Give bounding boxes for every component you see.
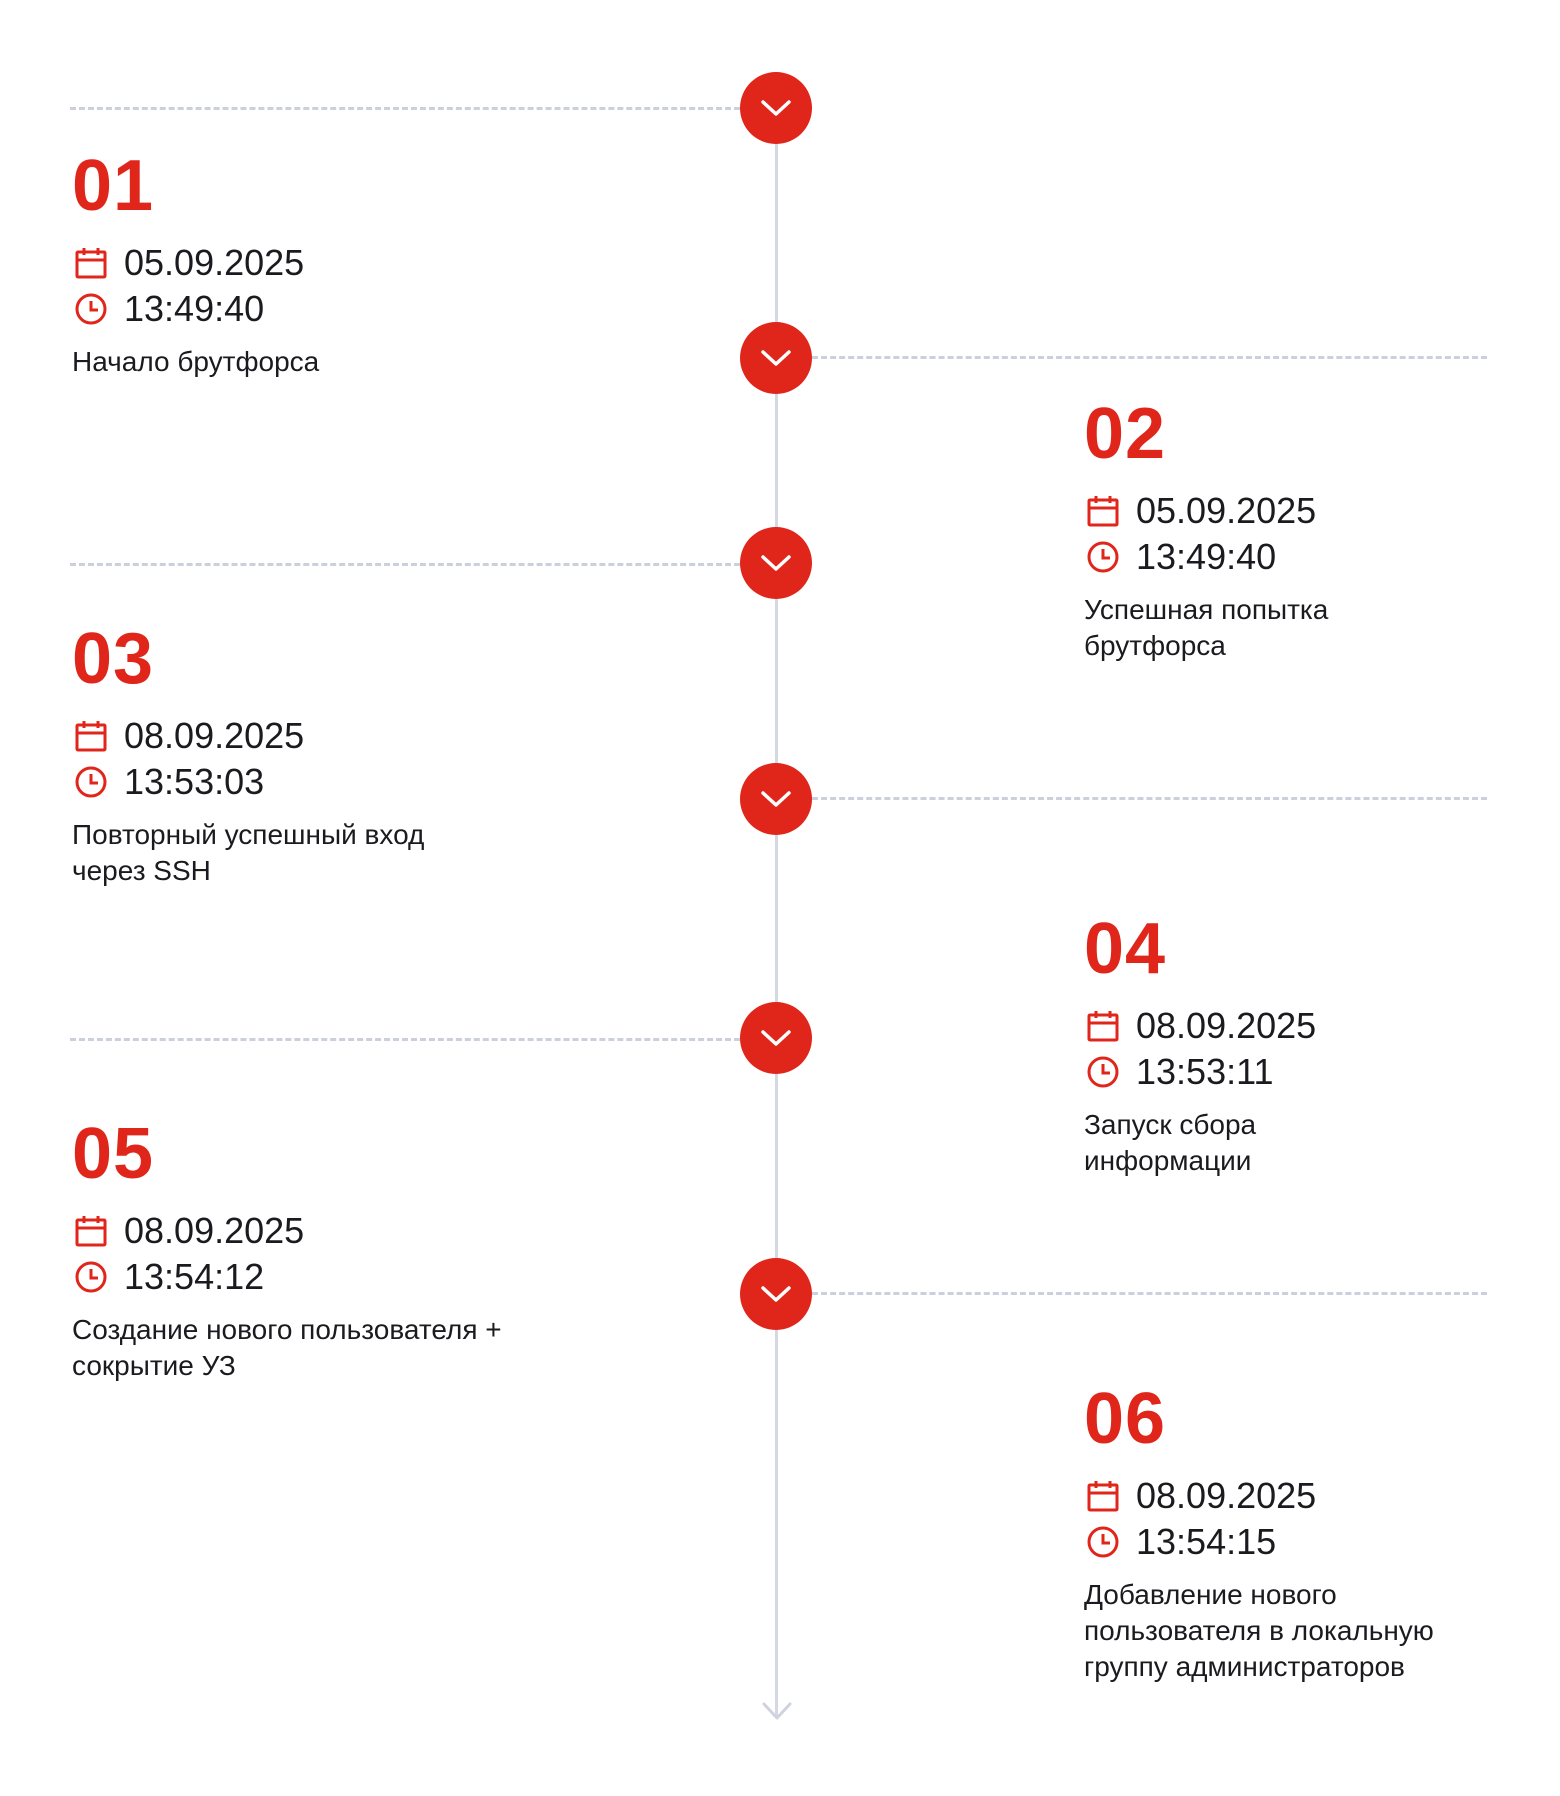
connector-05	[70, 1038, 740, 1041]
event-03	[72, 619, 542, 889]
event-description: Успешная попытка брутфорса	[1084, 594, 1329, 661]
marker-04	[740, 763, 812, 835]
event-number: 04	[1084, 909, 1167, 989]
event-date: 05.09.2025	[1136, 490, 1317, 531]
calendar-icon	[1084, 1477, 1122, 1515]
date-row	[1084, 1473, 1504, 1519]
calendar-icon	[72, 1212, 110, 1250]
event-number: 01	[72, 146, 155, 226]
connector-01	[70, 107, 740, 110]
chevron-down-icon	[759, 789, 793, 809]
chevron-down-icon	[759, 553, 793, 573]
connector-04	[812, 797, 1487, 800]
event-number: 06	[1084, 1379, 1167, 1459]
chevron-down-icon	[759, 1028, 793, 1048]
time-row	[1084, 1519, 1504, 1565]
event-04	[1084, 909, 1484, 1179]
date-row	[1084, 488, 1484, 534]
clock-icon	[72, 290, 110, 328]
clock-icon	[72, 763, 110, 801]
clock-icon	[1084, 538, 1122, 576]
chevron-down-icon	[759, 348, 793, 368]
event-time: 13:53:11	[1136, 1051, 1274, 1092]
event-time: 13:49:40	[124, 288, 265, 329]
event-date: 05.09.2025	[124, 242, 305, 283]
calendar-icon	[72, 717, 110, 755]
clock-icon	[1084, 1523, 1122, 1561]
event-date: 08.09.2025	[124, 715, 305, 756]
chevron-down-icon	[759, 1284, 793, 1304]
event-time: 13:54:15	[1136, 1521, 1277, 1562]
marker-02	[740, 322, 812, 394]
event-date: 08.09.2025	[1136, 1005, 1317, 1046]
event-date: 08.09.2025	[124, 1210, 305, 1251]
event-date: 08.09.2025	[1136, 1475, 1317, 1516]
date-row	[72, 240, 542, 286]
event-time: 13:53:03	[124, 761, 265, 802]
event-description: Начало брутфорса	[72, 346, 320, 377]
event-number: 03	[72, 619, 155, 699]
event-description: Повторный успешный вход через SSH	[72, 819, 425, 886]
connector-02	[812, 356, 1487, 359]
time-row	[72, 759, 542, 805]
date-row	[72, 1208, 542, 1254]
connector-03	[70, 563, 740, 566]
event-description: Создание нового пользователя + сокрытие УЗ	[72, 1314, 502, 1381]
date-row	[72, 713, 542, 759]
event-06	[1084, 1379, 1504, 1685]
event-time: 13:54:12	[124, 1256, 265, 1297]
marker-06	[740, 1258, 812, 1330]
clock-icon	[72, 1258, 110, 1296]
calendar-icon	[1084, 492, 1122, 530]
event-02	[1084, 394, 1484, 664]
time-row	[1084, 534, 1484, 580]
connector-06	[812, 1292, 1487, 1295]
event-time: 13:49:40	[1136, 536, 1277, 577]
marker-01	[740, 72, 812, 144]
marker-05	[740, 1002, 812, 1074]
date-row	[1084, 1003, 1484, 1049]
event-05	[72, 1114, 542, 1384]
time-row	[72, 286, 542, 332]
event-number: 05	[72, 1114, 155, 1194]
clock-icon	[1084, 1053, 1122, 1091]
chevron-down-icon	[759, 98, 793, 118]
calendar-icon	[72, 244, 110, 282]
calendar-icon	[1084, 1007, 1122, 1045]
event-description: Добавление нового пользователя в локальную группу администраторов	[1084, 1579, 1434, 1682]
marker-03	[740, 527, 812, 599]
arrow-down-icon	[761, 1700, 793, 1722]
time-row	[1084, 1049, 1484, 1095]
event-description: Запуск сбора информации	[1084, 1109, 1257, 1176]
event-number: 02	[1084, 394, 1167, 474]
time-row	[72, 1254, 542, 1300]
event-01	[72, 146, 542, 380]
